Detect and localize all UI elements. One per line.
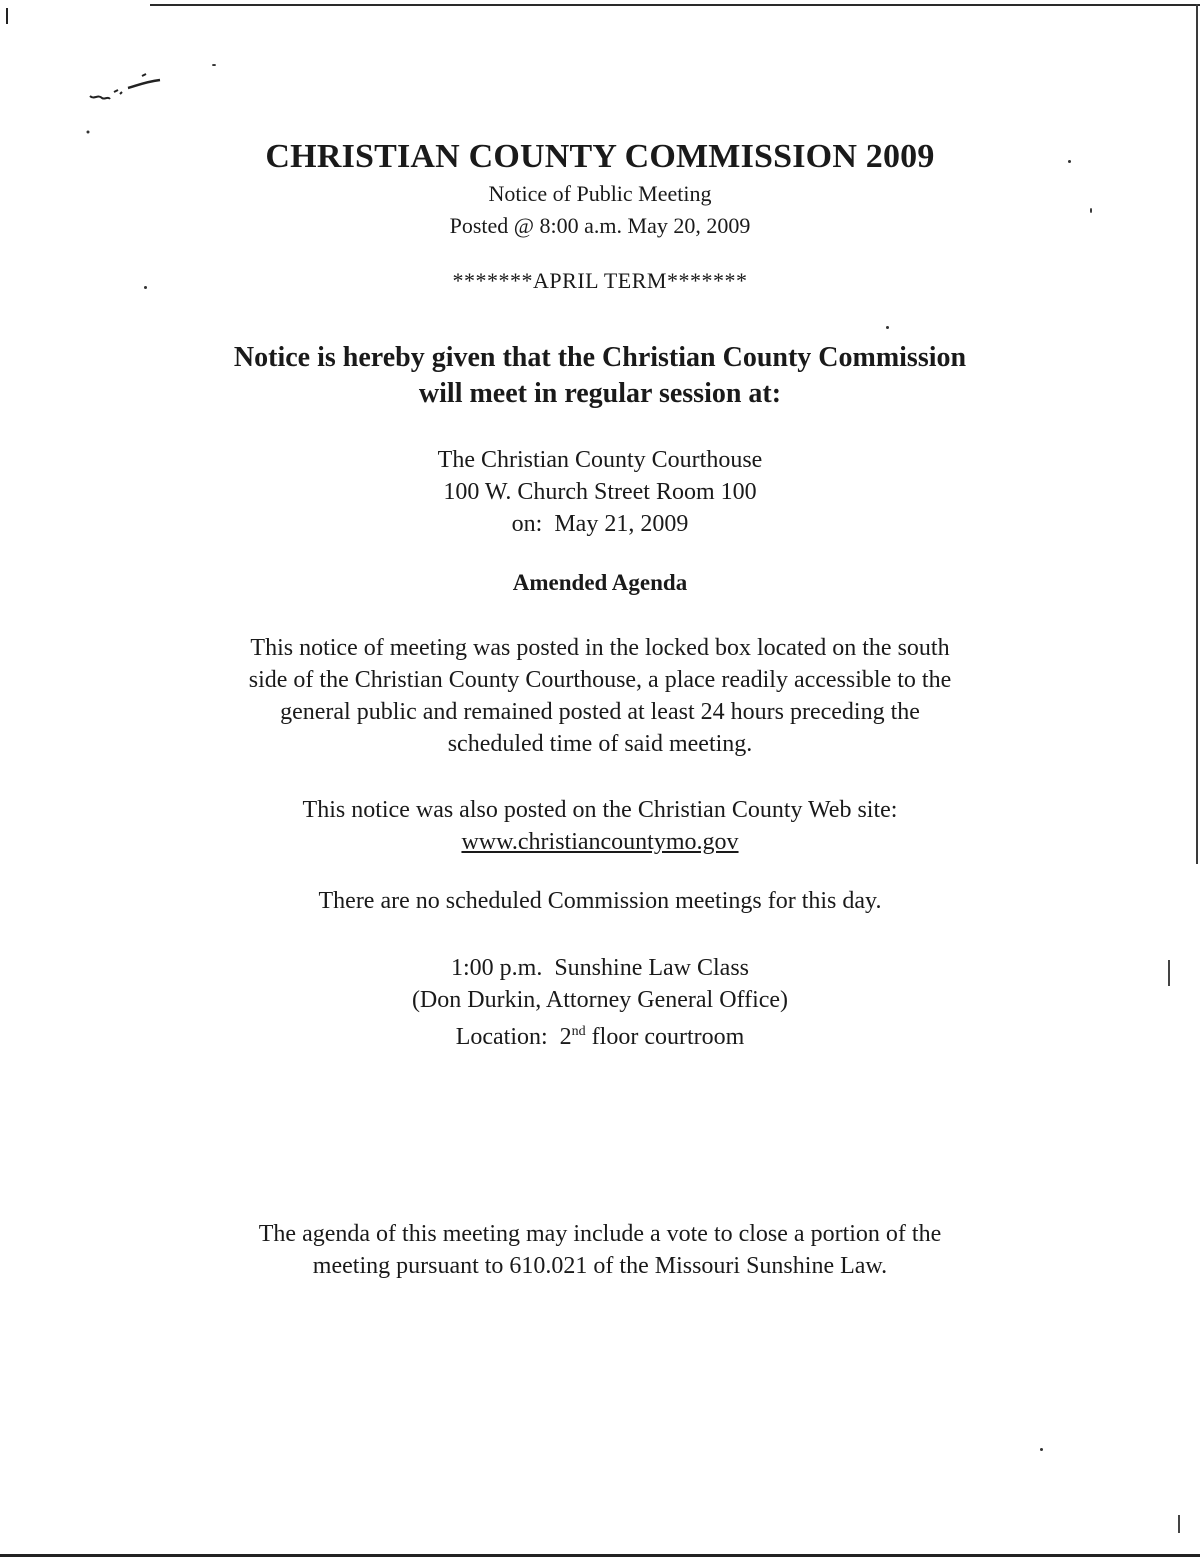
page-title: CHRISTIAN COUNTY COMMISSION 2009 bbox=[265, 138, 935, 175]
posting-line: This notice of meeting was posted in the locked box located on the south bbox=[250, 635, 950, 661]
event-location-sup: nd bbox=[571, 1024, 586, 1039]
no-meetings-text: There are no scheduled Commission meetings for this day. bbox=[318, 888, 882, 914]
event-time: 1:00 p.m. Sunshine Law Class bbox=[451, 955, 749, 981]
meeting-location bbox=[0, 444, 1200, 540]
scan-mark bbox=[1178, 1515, 1180, 1533]
closing-statement bbox=[0, 1218, 1200, 1282]
scan-speck bbox=[212, 64, 216, 66]
location-building: The Christian County Courthouse bbox=[437, 447, 763, 473]
handwritten-mark bbox=[84, 66, 174, 136]
posted-date: Posted @ 8:00 a.m. May 20, 2009 bbox=[449, 213, 751, 238]
closing-line: meeting pursuant to 610.021 of the Missouri Sunshine Law. bbox=[312, 1253, 888, 1279]
notice-type: Notice of Public Meeting bbox=[488, 181, 712, 206]
scan-border-top bbox=[150, 4, 1200, 6]
scan-speck bbox=[1040, 1448, 1043, 1451]
website-notice bbox=[0, 794, 1200, 858]
term-label: *******APRIL TERM******* bbox=[452, 268, 748, 293]
agenda-title: Amended Agenda bbox=[512, 570, 688, 595]
website-text: This notice was also posted on the Christian County Web site: bbox=[302, 797, 898, 823]
posting-line: side of the Christian County Courthouse, a place readily accessible to the bbox=[248, 667, 952, 693]
notice-heading bbox=[0, 340, 1200, 412]
posting-statement bbox=[0, 632, 1200, 760]
event-location bbox=[0, 1016, 1200, 1053]
notice-heading-line: will meet in regular session at: bbox=[418, 378, 782, 409]
closing-line: The agenda of this meeting may include a vote to close a portion of the bbox=[258, 1221, 942, 1247]
event-block bbox=[0, 952, 1200, 1053]
scan-mark bbox=[6, 8, 8, 24]
website-link[interactable]: www.christiancountymo.gov bbox=[461, 829, 739, 855]
event-location-prefix: Location: 2 bbox=[455, 1024, 572, 1050]
meeting-date: on: May 21, 2009 bbox=[511, 511, 689, 537]
location-address: 100 W. Church Street Room 100 bbox=[443, 479, 757, 505]
scan-border-bottom bbox=[0, 1554, 1200, 1557]
scan-speck bbox=[886, 326, 889, 329]
notice-heading-line: Notice is hereby given that the Christian County Commission bbox=[233, 342, 967, 373]
event-location-suffix: floor courtroom bbox=[585, 1024, 745, 1050]
header-subtitle-block bbox=[0, 178, 1200, 242]
event-presenter: (Don Durkin, Attorney General Office) bbox=[411, 987, 789, 1013]
posting-line: general public and remained posted at least 24 hours preceding the bbox=[280, 699, 920, 725]
posting-line: scheduled time of said meeting. bbox=[447, 731, 753, 757]
